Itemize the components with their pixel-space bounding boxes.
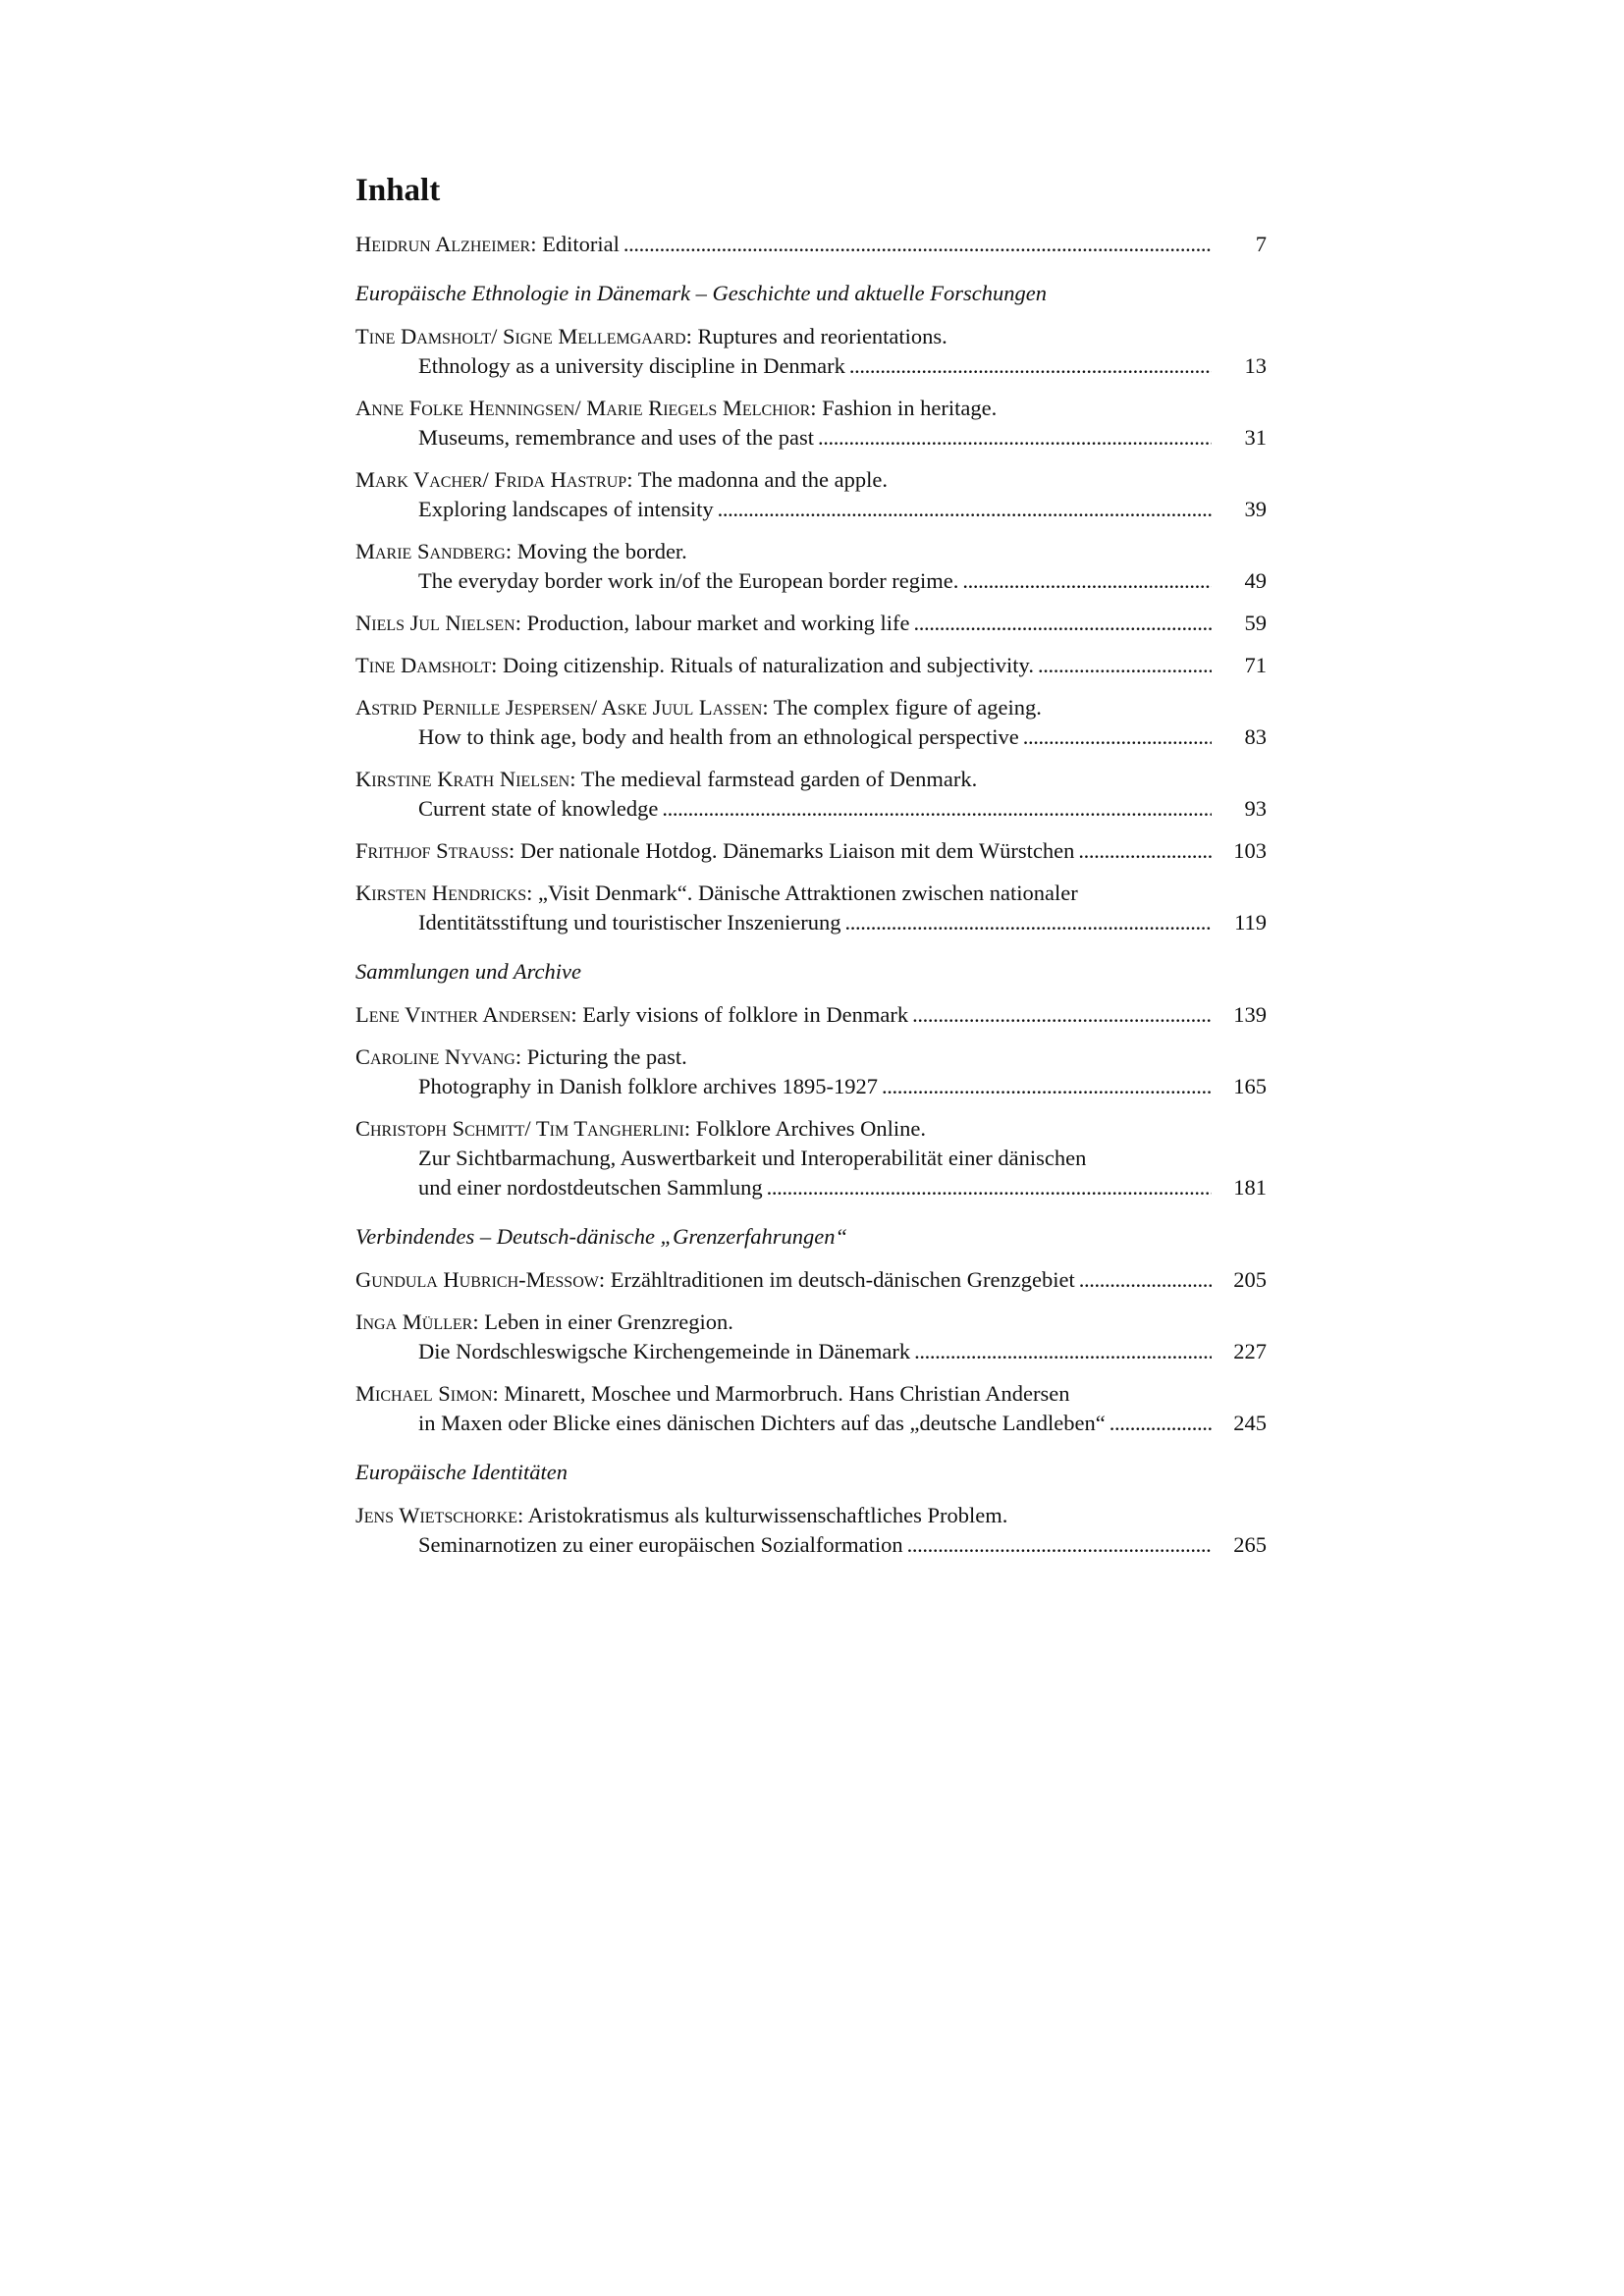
dot-leader: [912, 1000, 1212, 1030]
entry-title: Leben in einer Grenzregion.: [484, 1309, 733, 1334]
toc-entry-first-line: [355, 836, 1267, 866]
table-of-contents: [355, 171, 1267, 1573]
dot-leader: [1078, 836, 1212, 866]
toc-entry: [355, 879, 1267, 937]
entry-authors: Tine Damsholt/ Signe Mellemgaard: [355, 324, 686, 348]
toc-entry: [355, 230, 1267, 259]
dot-leader: [907, 1530, 1212, 1560]
entry-text: [418, 423, 814, 453]
toc-entry-first-line: [355, 322, 1267, 351]
entry-authors: Michael Simon: [355, 1381, 493, 1406]
dot-leader: [882, 1072, 1212, 1101]
toc-entry-continuation: [355, 566, 1267, 596]
entry-text: Marie Sandberg: Moving the border.: [355, 539, 687, 563]
dot-leader: [1079, 1265, 1212, 1295]
toc-entry-first-line: [355, 1379, 1267, 1409]
entry-text: [418, 495, 714, 524]
entry-text: Kirstine Krath Nielsen: The medieval farmstead garden of Denmark.: [355, 767, 978, 791]
entry-title: Early visions of folklore in Denmark: [582, 1002, 909, 1027]
toc-entry-first-line: [355, 230, 1267, 259]
entry-title: Minarett, Moschee und Marmorbruch. Hans Christian Andersen: [504, 1381, 1070, 1406]
toc-entry-first-line: [355, 693, 1267, 722]
entry-title: Erzähltraditionen im deutsch-dänischen Grenzgebiet: [610, 1267, 1075, 1292]
toc-entry-continuation: [355, 1144, 1267, 1173]
toc-entry-first-line: [355, 1000, 1267, 1030]
entry-authors: Kirstine Krath Nielsen: [355, 767, 570, 791]
toc-entry: [355, 765, 1267, 824]
page-number: 119: [1234, 910, 1267, 934]
entry-text: Tine Damsholt: Doing citizenship. Rituals of naturalization and subjectivity.: [355, 653, 1034, 677]
entry-title: Ethnology as a university discipline in Denmark: [418, 353, 845, 378]
toc-entry-continuation: [355, 908, 1267, 937]
page-number: 49: [1244, 568, 1267, 593]
entry-title: Seminarnotizen zu einer europäischen Sozialformation: [418, 1532, 903, 1557]
toc-entry: [355, 465, 1267, 524]
entry-title: Production, labour market and working life: [526, 611, 910, 635]
toc-entry: [355, 394, 1267, 453]
toc-entry: [355, 1501, 1267, 1560]
section-heading: Europäische Ethnologie in Dänemark – Geschichte und aktuelle Forschungen: [355, 281, 1048, 305]
page-number: 7: [1255, 232, 1267, 256]
entry-authors: Niels Jul Nielsen: [355, 611, 515, 635]
entry-authors: Tine Damsholt: [355, 653, 492, 677]
entry-title: Der nationale Hotdog. Dänemarks Liaison mit dem Würstchen: [519, 838, 1075, 863]
entry-title: The complex figure of ageing.: [773, 695, 1042, 720]
entry-text: Niels Jul Nielsen: Production, labour market and working life: [355, 611, 910, 635]
entry-title: Die Nordschleswigsche Kirchengemeinde in Dänemark: [418, 1339, 911, 1363]
entry-authors: Astrid Pernille Jespersen/ Aske Juul Lassen: [355, 695, 763, 720]
entry-text: Kirsten Hendricks: „Visit Denmark“. Dänische Attraktionen zwischen nationaler: [355, 881, 1078, 905]
entry-title: in Maxen oder Blicke eines dänischen Dichters auf das „deutsche Landleben“: [418, 1411, 1106, 1435]
page-number: 245: [1233, 1411, 1267, 1435]
toc-entry-first-line: [355, 1308, 1267, 1337]
toc-entry-continuation: [355, 794, 1267, 824]
toc-entry-first-line: [355, 537, 1267, 566]
entry-text: [418, 1173, 763, 1202]
entry-text: Tine Damsholt/ Signe Mellemgaard: Ruptures and reorientations.: [355, 324, 947, 348]
entry-text: Anne Folke Henningsen/ Marie Riegels Melchior: Fashion in heritage.: [355, 396, 998, 420]
entry-text: [418, 1144, 1086, 1173]
page-number: 39: [1244, 497, 1267, 521]
entry-text: [418, 722, 1019, 752]
toc-entry-first-line: [355, 651, 1267, 680]
toc-entry: [355, 609, 1267, 638]
entry-authors: Kirsten Hendricks: [355, 881, 527, 905]
toc-entry: [355, 1265, 1267, 1295]
entry-title: Fashion in heritage.: [822, 396, 998, 420]
entry-title: Exploring landscapes of intensity: [418, 497, 714, 521]
entry-title: Picturing the past.: [526, 1044, 687, 1069]
toc-entry-continuation: [355, 1530, 1267, 1560]
entry-text: Michael Simon: Minarett, Moschee und Marmorbruch. Hans Christian Andersen: [355, 1381, 1070, 1406]
entry-authors: Anne Folke Henningsen/ Marie Riegels Melchior: [355, 396, 811, 420]
entry-authors: Mark Vacher/ Frida Hastrup: [355, 467, 627, 492]
page-number: 181: [1233, 1175, 1267, 1200]
entry-text: [418, 1409, 1106, 1438]
dot-leader: [662, 794, 1212, 824]
toc-list: [355, 230, 1267, 1560]
entry-text: [418, 351, 845, 381]
toc-entry: [355, 1379, 1267, 1438]
toc-entry-first-line: [355, 879, 1267, 908]
entry-text: Lene Vinther Andersen: Early visions of folklore in Denmark: [355, 1002, 909, 1027]
entry-authors: Marie Sandberg: [355, 539, 506, 563]
entry-text: Astrid Pernille Jespersen/ Aske Juul Lassen: The complex figure of ageing.: [355, 695, 1042, 720]
entry-text: [418, 908, 841, 937]
toc-entry: [355, 537, 1267, 596]
entry-text: [418, 1072, 878, 1101]
entry-title: Folklore Archives Online.: [695, 1116, 927, 1141]
entry-text: Christoph Schmitt/ Tim Tangherlini: Folklore Archives Online.: [355, 1116, 927, 1141]
toc-entry-continuation: [355, 351, 1267, 381]
entry-authors: Christoph Schmitt/ Tim Tangherlini: [355, 1116, 684, 1141]
dot-leader: [845, 908, 1212, 937]
toc-entry-continuation: [355, 423, 1267, 453]
dot-leader: [849, 351, 1212, 381]
page-number: 103: [1233, 838, 1267, 863]
entry-title: Identitätsstiftung und touristischer Inszenierung: [418, 910, 841, 934]
toc-entry-first-line: [355, 465, 1267, 495]
toc-entry: [355, 1114, 1267, 1202]
entry-text: Frithjof Strauß: Der nationale Hotdog. Dänemarks Liaison mit dem Würstchen: [355, 838, 1075, 863]
page-title: Inhalt: [355, 173, 441, 208]
toc-entry-first-line: [355, 609, 1267, 638]
entry-text: Gundula Hubrich-Messow: Erzähltraditionen im deutsch-dänischen Grenzgebiet: [355, 1267, 1075, 1292]
entry-title: Editorial: [542, 232, 620, 256]
entry-text: [418, 794, 658, 824]
toc-entry-first-line: [355, 1114, 1267, 1144]
dot-leader: [623, 230, 1212, 259]
entry-title: Museums, remembrance and uses of the past: [418, 425, 815, 450]
entry-title: „Visit Denmark“. Dänische Attraktionen zwischen nationaler: [538, 881, 1078, 905]
page-number: 265: [1233, 1532, 1267, 1557]
toc-entry: [355, 1308, 1267, 1366]
dot-leader: [962, 566, 1212, 596]
dot-leader: [914, 609, 1212, 638]
dot-leader: [914, 1337, 1212, 1366]
entry-authors: Gundula Hubrich-Messow: [355, 1267, 599, 1292]
entry-text: Heidrun Alzheimer: Editorial: [355, 232, 620, 256]
entry-text: Jens Wietschorke: Aristokratismus als kulturwissenschaftliches Problem.: [355, 1503, 1008, 1527]
toc-entry-continuation: [355, 1173, 1267, 1202]
entry-authors: Caroline Nyvang: [355, 1044, 515, 1069]
toc-entry: [355, 1000, 1267, 1030]
toc-entry: [355, 1042, 1267, 1101]
entry-text: Mark Vacher/ Frida Hastrup: The madonna and the apple.: [355, 467, 888, 492]
toc-entry: [355, 651, 1267, 680]
entry-title: How to think age, body and health from an ethnological perspective: [418, 724, 1019, 749]
entry-title: The everyday border work in/of the European border regime.: [418, 568, 959, 593]
page-number: 83: [1244, 724, 1267, 749]
entry-title: The madonna and the apple.: [637, 467, 888, 492]
section-heading: Verbindendes – Deutsch-dänische „Grenzerfahrungen“: [355, 1224, 847, 1249]
entry-authors: Heidrun Alzheimer: [355, 232, 531, 256]
dot-leader: [1038, 651, 1212, 680]
entry-authors: Frithjof Strauß: [355, 838, 510, 863]
dot-leader: [767, 1173, 1212, 1202]
entry-title: The medieval farmstead garden of Denmark.: [580, 767, 978, 791]
page-number: 227: [1233, 1339, 1267, 1363]
entry-title: Zur Sichtbarmachung, Auswertbarkeit und Interoperabilität einer dänischen: [418, 1146, 1087, 1170]
toc-entry-first-line: [355, 1265, 1267, 1295]
entry-text: [418, 1337, 910, 1366]
page-number: 13: [1244, 353, 1267, 378]
dot-leader: [1023, 722, 1212, 752]
entry-title: Aristokratismus als kulturwissenschaftliches Problem.: [527, 1503, 1008, 1527]
toc-entry: [355, 322, 1267, 381]
entry-text: Caroline Nyvang: Picturing the past.: [355, 1044, 687, 1069]
toc-entry-first-line: [355, 1501, 1267, 1530]
dot-leader: [818, 423, 1212, 453]
page-number: 31: [1244, 425, 1267, 450]
entry-text: [418, 566, 958, 596]
toc-entry-continuation: [355, 1072, 1267, 1101]
dot-leader: [718, 495, 1212, 524]
page-number: 139: [1233, 1002, 1267, 1027]
page-number: 93: [1244, 796, 1267, 821]
section-heading: Sammlungen und Archive: [355, 959, 581, 984]
toc-entry-first-line: [355, 1042, 1267, 1072]
page-number: 205: [1233, 1267, 1267, 1292]
toc-entry: [355, 836, 1267, 866]
page-number: 71: [1244, 653, 1267, 677]
page-number: 165: [1233, 1074, 1267, 1098]
page-number: 59: [1244, 611, 1267, 635]
entry-title: Photography in Danish folklore archives 1895-1927: [418, 1074, 879, 1098]
entry-authors: Jens Wietschorke: [355, 1503, 517, 1527]
toc-entry-continuation: [355, 1409, 1267, 1438]
toc-entry: [355, 693, 1267, 752]
toc-entry-continuation: [355, 1337, 1267, 1366]
toc-entry-first-line: [355, 765, 1267, 794]
entry-authors: Inga Müller: [355, 1309, 473, 1334]
dot-leader: [1110, 1409, 1212, 1438]
entry-title: und einer nordostdeutschen Sammlung: [418, 1175, 763, 1200]
entry-title: Ruptures and reorientations.: [697, 324, 947, 348]
toc-entry-continuation: [355, 495, 1267, 524]
entry-title: Moving the border.: [516, 539, 687, 563]
toc-entry-first-line: [355, 394, 1267, 423]
section-heading: Europäische Identitäten: [355, 1460, 568, 1484]
entry-title: Doing citizenship. Rituals of naturalization and subjectivity.: [503, 653, 1034, 677]
entry-text: [418, 1530, 903, 1560]
entry-authors: Lene Vinther Andersen: [355, 1002, 571, 1027]
toc-entry-continuation: [355, 722, 1267, 752]
entry-text: Inga Müller: Leben in einer Grenzregion.: [355, 1309, 733, 1334]
entry-title: Current state of knowledge: [418, 796, 659, 821]
